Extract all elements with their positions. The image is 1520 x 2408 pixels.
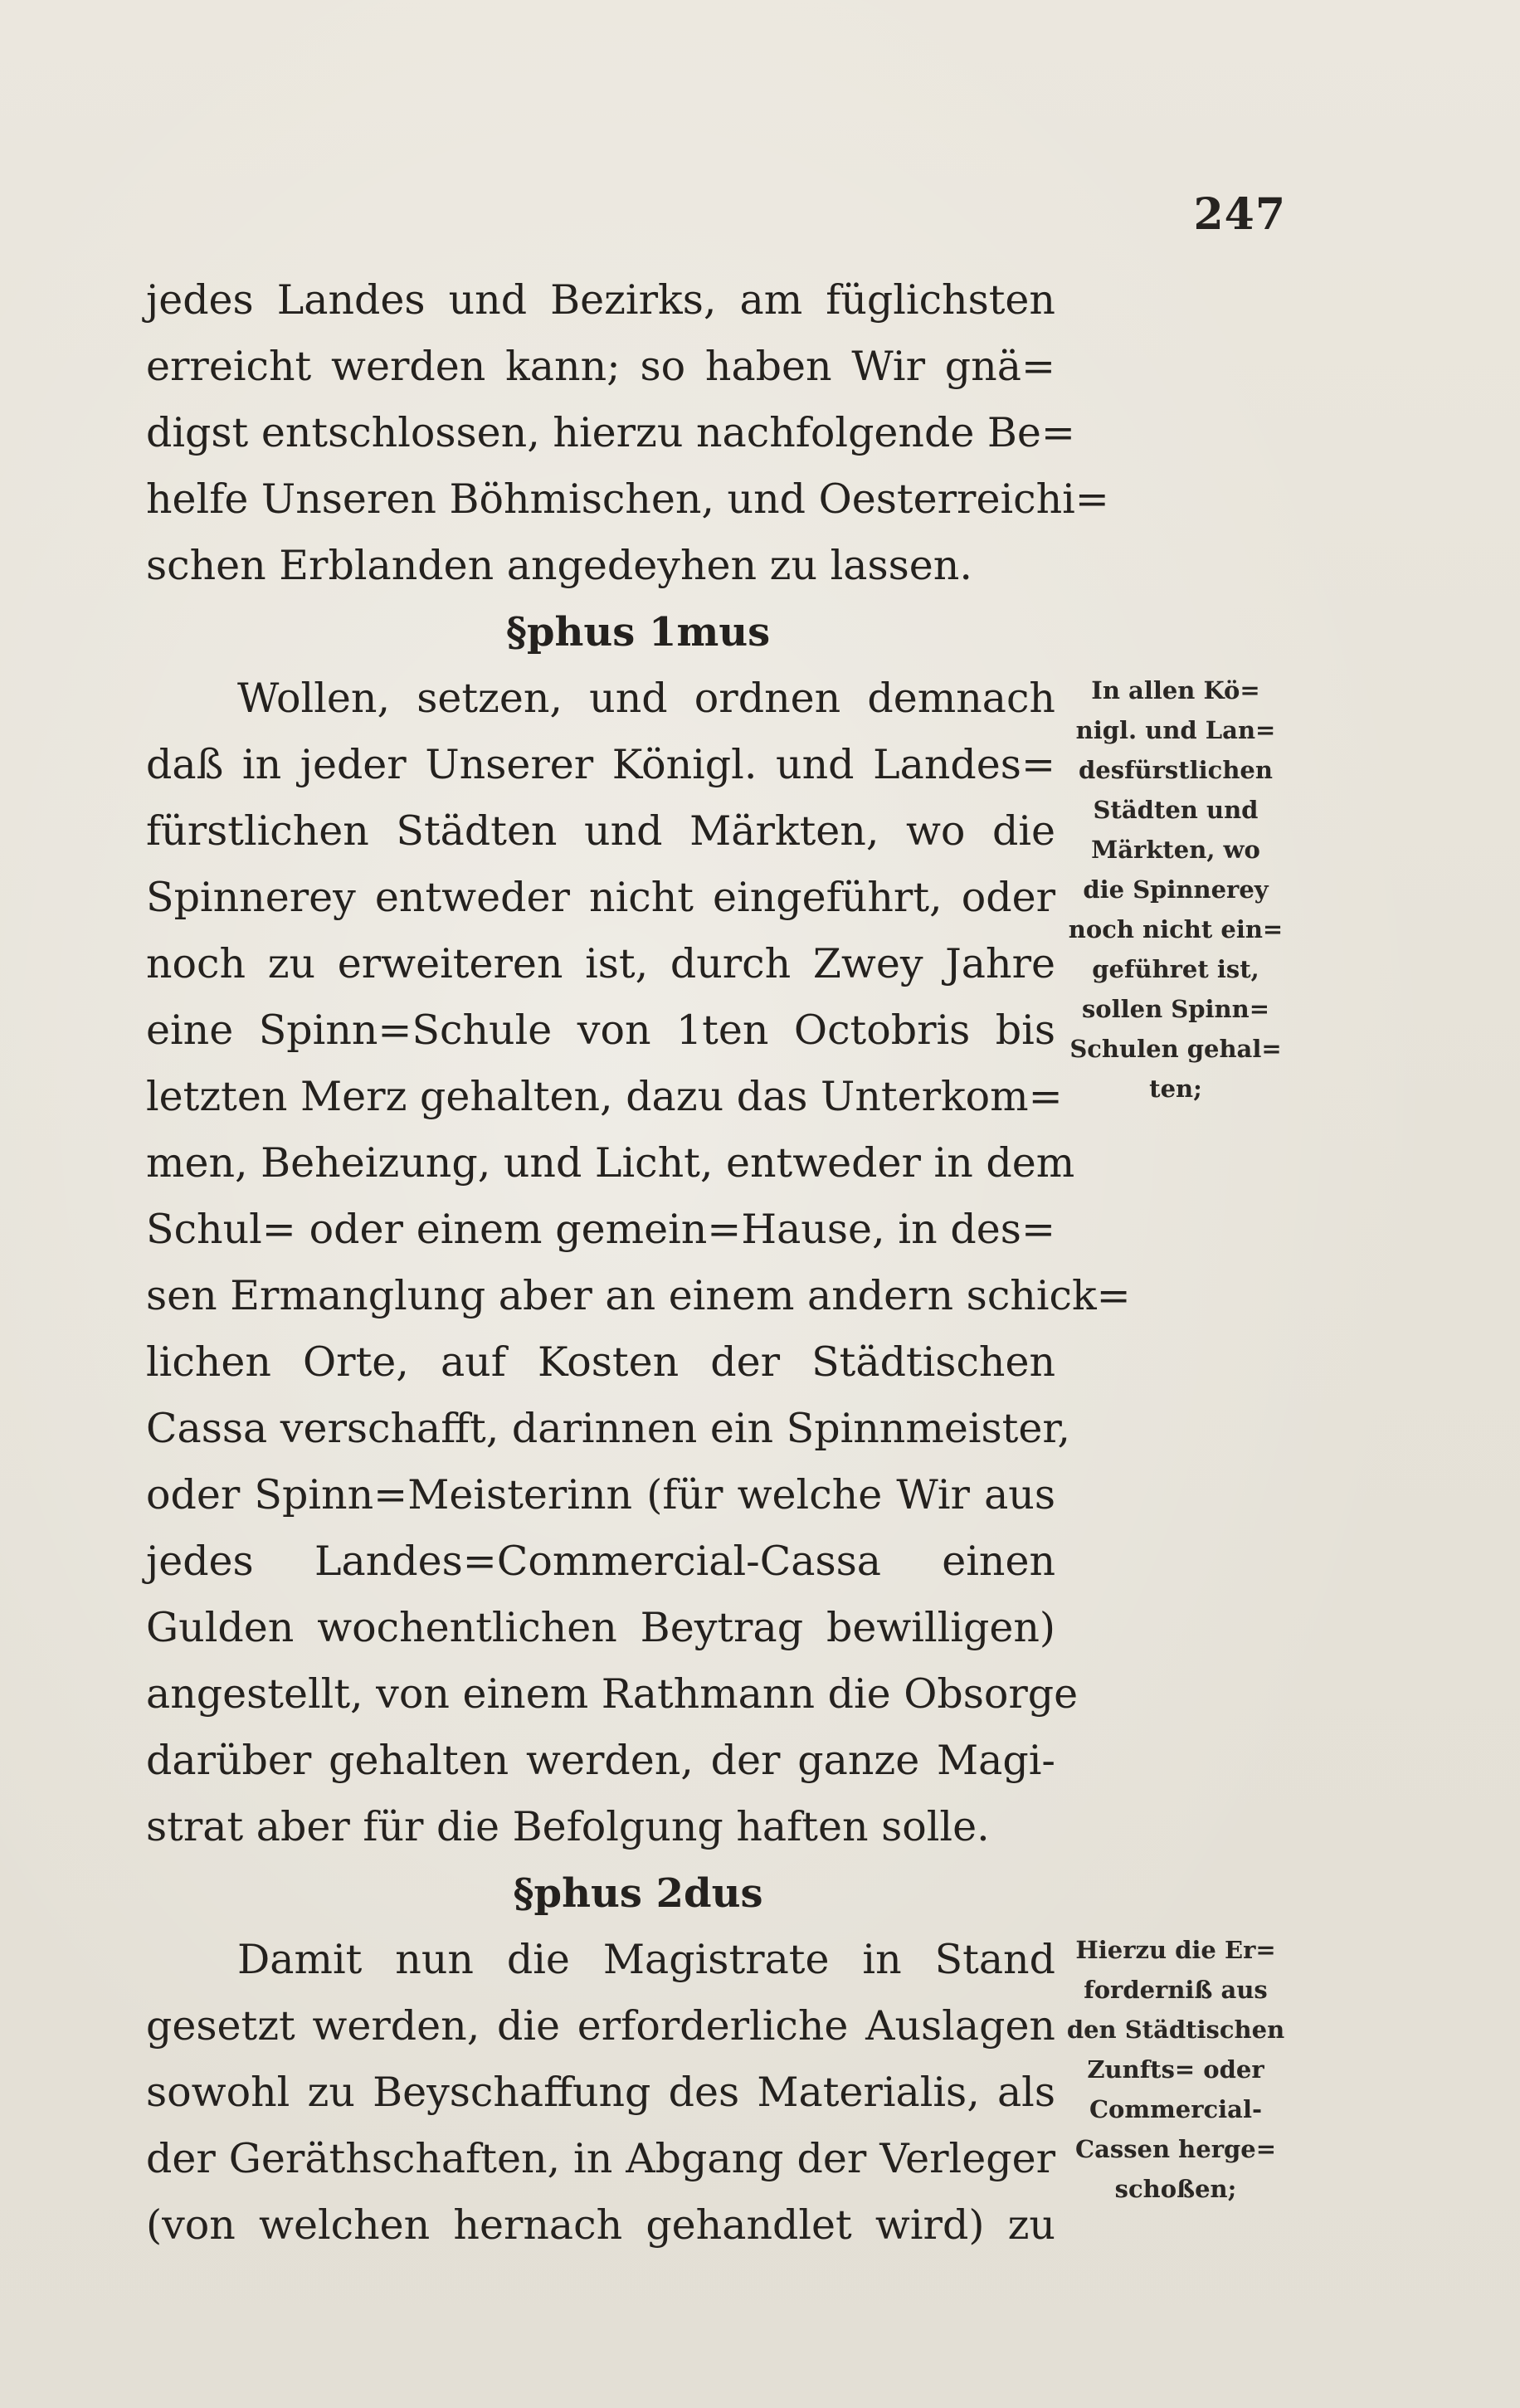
text-line: sen Ermanglung aber an einem andern schick= xyxy=(146,1272,1131,1319)
text-line: men, Beheizung, und Licht, entweder in dem xyxy=(146,1139,1075,1187)
text-line: gesetzt werden, die erforderliche Auslagen xyxy=(146,2002,1055,2050)
margin-note-line: sollen Spinn= xyxy=(1081,995,1270,1023)
text-line: strat aber für die Befolgung haften solle. xyxy=(146,1803,990,1850)
text-line: Wollen, setzen, und ordnen demnach xyxy=(237,675,1055,722)
text-line: angestellt, von einem Rathmann die Obsorge xyxy=(146,1670,1079,1718)
margin-note-line: Zunfts= oder xyxy=(1087,2055,1264,2084)
text-line: eine Spinn=Schule von 1ten Octobris bis xyxy=(146,1007,1055,1054)
text-line: jedes Landes=Commercial-Cassa einen xyxy=(146,1538,1055,1585)
section-heading-1: §phus 1mus xyxy=(505,609,771,656)
text-line: oder Spinn=Meisterinn (für welche Wir aus xyxy=(146,1471,1055,1518)
text-line: Spinnerey entweder nicht eingeführt, oder xyxy=(146,874,1055,921)
margin-note-line: Schulen gehal= xyxy=(1069,1035,1282,1063)
text-line: digst entschlossen, hierzu nachfolgende Be= xyxy=(146,409,1075,456)
margin-note-line: noch nicht ein= xyxy=(1068,915,1284,943)
text-line: der Geräthschaften, in Abgang der Verleger xyxy=(146,2135,1055,2182)
margin-note-line: die Spinnerey xyxy=(1083,875,1269,904)
margin-note-1 xyxy=(1059,670,1293,1109)
margin-note-line: Städten und xyxy=(1093,796,1259,824)
margin-note-line: In allen Kö= xyxy=(1091,676,1260,704)
margin-note-line: forderniß aus xyxy=(1084,1976,1268,2004)
text-line: noch zu erweiteren ist, durch Zwey Jahre xyxy=(146,940,1055,987)
margin-note-line: Commercial- xyxy=(1089,2095,1263,2123)
text-line: daß in jeder Unserer Königl. und Landes= xyxy=(146,741,1055,788)
margin-note-line: Cassen herge= xyxy=(1075,2135,1276,2163)
margin-note-2 xyxy=(1059,1930,1293,2209)
text-line: erreicht werden kann; so haben Wir gnä= xyxy=(146,343,1055,390)
text-line: letzten Merz gehalten, dazu das Unterkom= xyxy=(146,1073,1063,1120)
text-line: schen Erblanden angedeyhen zu lassen. xyxy=(146,542,972,589)
margin-note-line: Hierzu die Er= xyxy=(1075,1936,1276,1964)
text-line: Damit nun die Magistrate in Stand xyxy=(237,1936,1055,1983)
section-heading-2: §phus 2dus xyxy=(513,1870,763,1917)
text-line: helfe Unseren Böhmischen, und Oesterreichi= xyxy=(146,475,1109,523)
margin-note-line: ten; xyxy=(1149,1075,1202,1103)
margin-note-line: geführet ist, xyxy=(1092,955,1259,983)
margin-note-line: desfürstlichen xyxy=(1079,756,1273,784)
page-number: 247 xyxy=(1193,189,1286,240)
text-line: sowohl zu Beyschaffung des Materialis, als xyxy=(146,2069,1055,2116)
text-line: jedes Landes und Bezirks, am füglichsten xyxy=(146,276,1055,324)
text-line: Cassa verschafft, darinnen ein Spinnmeister, xyxy=(146,1405,1070,1452)
text-line: Gulden wochentlichen Beytrag bewilligen) xyxy=(146,1604,1055,1651)
main-text-column xyxy=(146,267,1131,2259)
margin-note-line: den Städtischen xyxy=(1066,2016,1285,2044)
text-line: Schul= oder einem gemein=Hause, in des= xyxy=(146,1206,1055,1253)
text-line: (von welchen hernach gehandlet wird) zu xyxy=(146,2201,1055,2249)
text-line: fürstlichen Städten und Märkten, wo die xyxy=(146,807,1055,855)
margin-note-line: nigl. und Lan= xyxy=(1075,716,1276,744)
text-line: lichen Orte, auf Kosten der Städtischen xyxy=(146,1338,1055,1386)
margin-note-line: Märkten, wo xyxy=(1091,836,1260,864)
margin-note-line: schoßen; xyxy=(1114,2175,1237,2203)
text-line: darüber gehalten werden, der ganze Magi- xyxy=(146,1737,1055,1784)
